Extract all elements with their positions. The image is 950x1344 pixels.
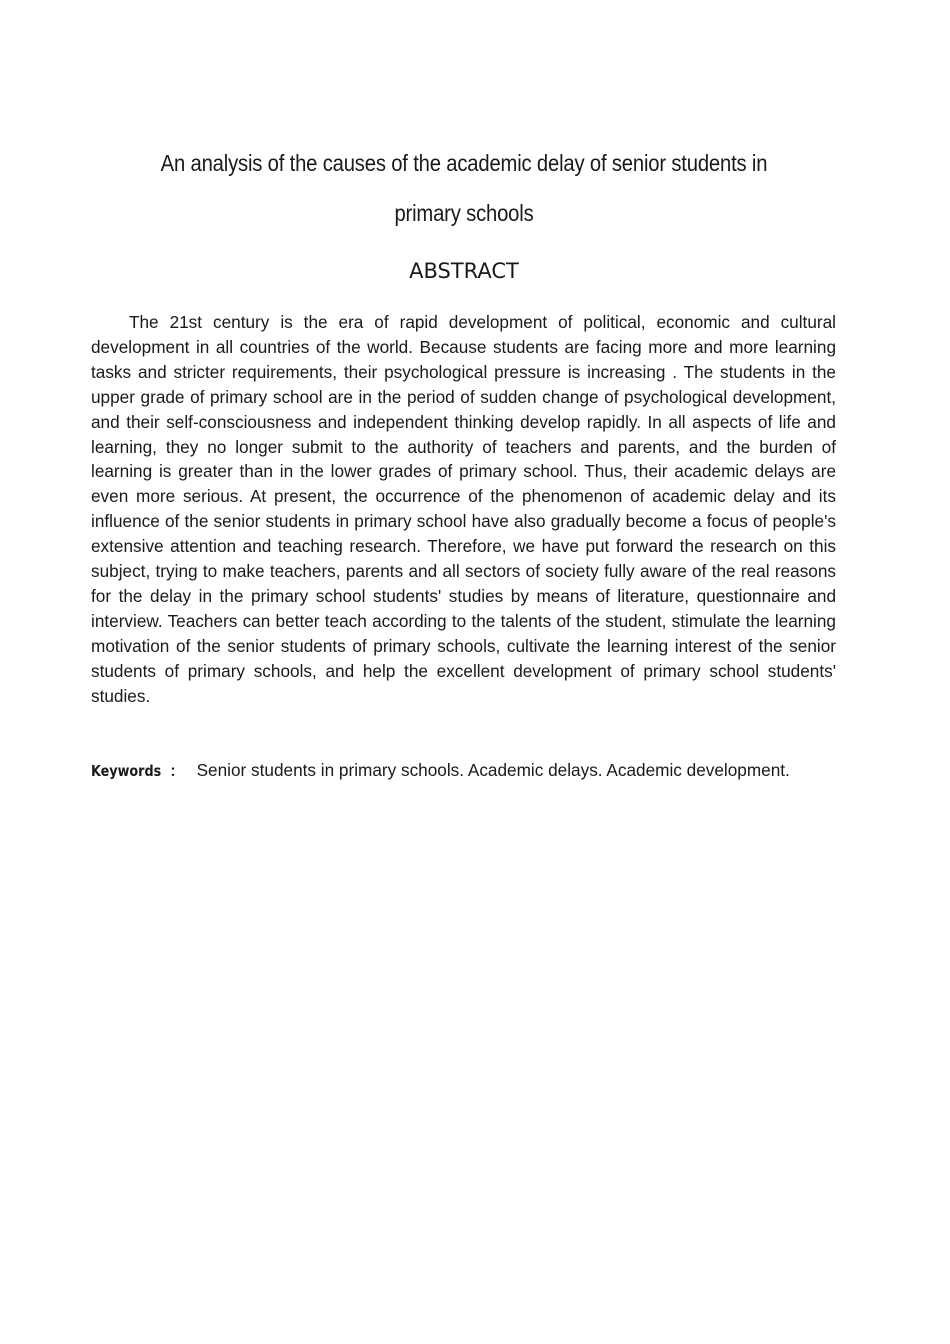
keywords-separator: ： [169,762,185,780]
keywords-paragraph [91,758,836,784]
abstract-body: The 21st century is the era of rapid development of political, economic and cultural development in all countries of the world. Because students are facing more and more learning tasks and stricter requirements, their psychological pressure is increasing . The students in the upper grade of primary school are in the period of sudden change of psychological development, and their self-consciousness and independent thinking develop rapidly. In all aspects of life and learning, they no longer submit to the authority of teachers and parents, and the burden of learning is greater than in the lower grades of primary school. Thus, their academic delays are even more serious. At present, the occurrence of the phenomenon of academic delay and its influence of the senior students in primary school have also gradually become a focus of people's extensive attention and teaching research. Therefore, we have put forward the research on this subject, trying to make teachers, parents and all sectors of society fully aware of the real reasons for the delay in the primary school students' studies by means of literature, questionnaire and interview. Teachers can better teach according to the talents of the student, stimulate the learning motivation of the senior students of primary schools, cultivate the learning interest of the senior students of primary schools, and help the excellent development of primary school students' studies. [91,312,836,706]
document-title: An analysis of the causes of the academic delay of senior students in primary schools [160,150,768,226]
abstract-heading: ABSTRACT [409,259,519,283]
keywords-text: Senior students in primary schools. Academic delays. Academic development. [196,760,790,780]
keywords-label: Keywords [91,762,162,780]
